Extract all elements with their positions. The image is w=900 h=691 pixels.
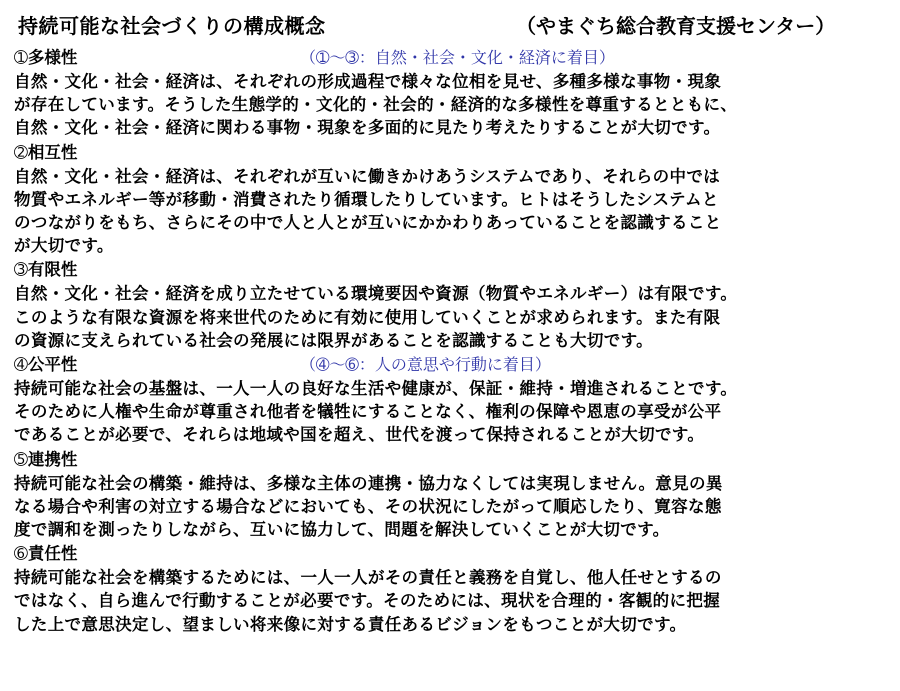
section-heading-row bbox=[14, 447, 886, 472]
section-body-line: このような有限な資源を将来世代のために有効に使用していくことが求められます。また有限 bbox=[14, 307, 721, 327]
section-body-line: 持続可能な社会の基盤は、一人一人の良好な生活や健康が、保証・維持・増進されることです。 bbox=[14, 379, 738, 399]
section-body-line: 持続可能な社会を構築するためには、一人一人がその責任と義務を自覚し、他人任せとするの bbox=[14, 568, 722, 588]
section-heading: ➂有限性 bbox=[14, 260, 78, 280]
section-body-line: ではなく、自ら進んで行動することが必要です。そのためには、現状を合理的・客観的に把握 bbox=[14, 591, 721, 611]
section-body-line: 自然・文化・社会・経済は、それぞれが互いに働きかけあうシステムであり、それらの中では bbox=[14, 166, 721, 186]
document-title: 持続可能な社会づくりの構成概念 bbox=[18, 14, 326, 38]
section-heading: ➁相互性 bbox=[14, 142, 78, 162]
section-heading-row bbox=[14, 352, 886, 377]
section-body-line: が存在しています。そうした生態学的・文化的・社会的・経済的な多様性を尊重するとともに、 bbox=[14, 95, 738, 115]
section-body-line: であることが必要で、それらは地域や国を超え、世代を渡って保持されることが大切です。 bbox=[14, 425, 705, 445]
section-body-line: 物質やエネルギー等が移動・消費されたり循環したりしています。ヒトはそうしたシステムと bbox=[14, 189, 719, 209]
section-body-line: のつながりをもち、さらにその中で人と人とが互いにかかわりあっていることを認識すること bbox=[14, 213, 722, 233]
section-heading-row bbox=[14, 45, 886, 70]
section-body-line: 自然・文化・社会・経済に関わる事物・現象を多面的に見たり考えたりすることが大切です。 bbox=[14, 118, 721, 138]
section-heading: ➄連携性 bbox=[14, 449, 78, 469]
concept-section bbox=[14, 352, 886, 447]
section-body-line: の資源に支えられている社会の発展には限界があることを認識することも大切です。 bbox=[14, 330, 653, 350]
concept-sections bbox=[14, 45, 886, 636]
section-heading: ➅責任性 bbox=[14, 544, 78, 564]
section-note: （➀～➂：自然・社会・文化・経済に着目） bbox=[300, 48, 615, 67]
section-body-line: した上で意思決定し、望ましい将来像に対する責任あるビジョンをもつことが大切です。 bbox=[14, 614, 687, 634]
section-heading-row bbox=[14, 140, 886, 165]
section-body-line: そのために人権や生命が尊重され他者を犠牲にすることなく、権利の保障や恩恵の享受が公平 bbox=[14, 402, 722, 422]
concept-section bbox=[14, 447, 886, 542]
title-row bbox=[14, 10, 894, 40]
section-body-line: 自然・文化・社会・経済は、それぞれの形成過程で様々な位相を見せ、多種多様な事物・現象 bbox=[14, 72, 722, 91]
concept-section bbox=[14, 140, 886, 258]
section-heading: ➀多様性 bbox=[14, 48, 78, 67]
section-body-line: なる場合や利害の対立する場合などにおいても、その状況にしたがって順応したり、寛容な態 bbox=[14, 496, 722, 516]
section-body-line: 自然・文化・社会・経済を成り立たせている環境要因や資源（物質やエネルギー）は有限です。 bbox=[14, 284, 738, 304]
section-body-line: が大切です。 bbox=[14, 236, 114, 256]
section-body-line: 度で調和を測ったりしながら、互いに協力して、問題を解決していくことが大切です。 bbox=[14, 520, 670, 540]
section-heading-row bbox=[14, 541, 886, 566]
section-heading-row bbox=[14, 257, 886, 282]
concept-section bbox=[14, 257, 886, 352]
section-heading: ➃公平性 bbox=[14, 355, 78, 375]
concept-section bbox=[14, 45, 886, 140]
organization-name: （やまぐち総合教育支援センター） bbox=[516, 14, 836, 38]
section-body-line: 持続可能な社会の構築・維持は、多様な主体の連携・協力なくしては実現しません。意見の異 bbox=[14, 473, 723, 493]
concept-section bbox=[14, 541, 886, 636]
section-note: （➃～➅：人の意思や行動に着目） bbox=[300, 355, 551, 375]
